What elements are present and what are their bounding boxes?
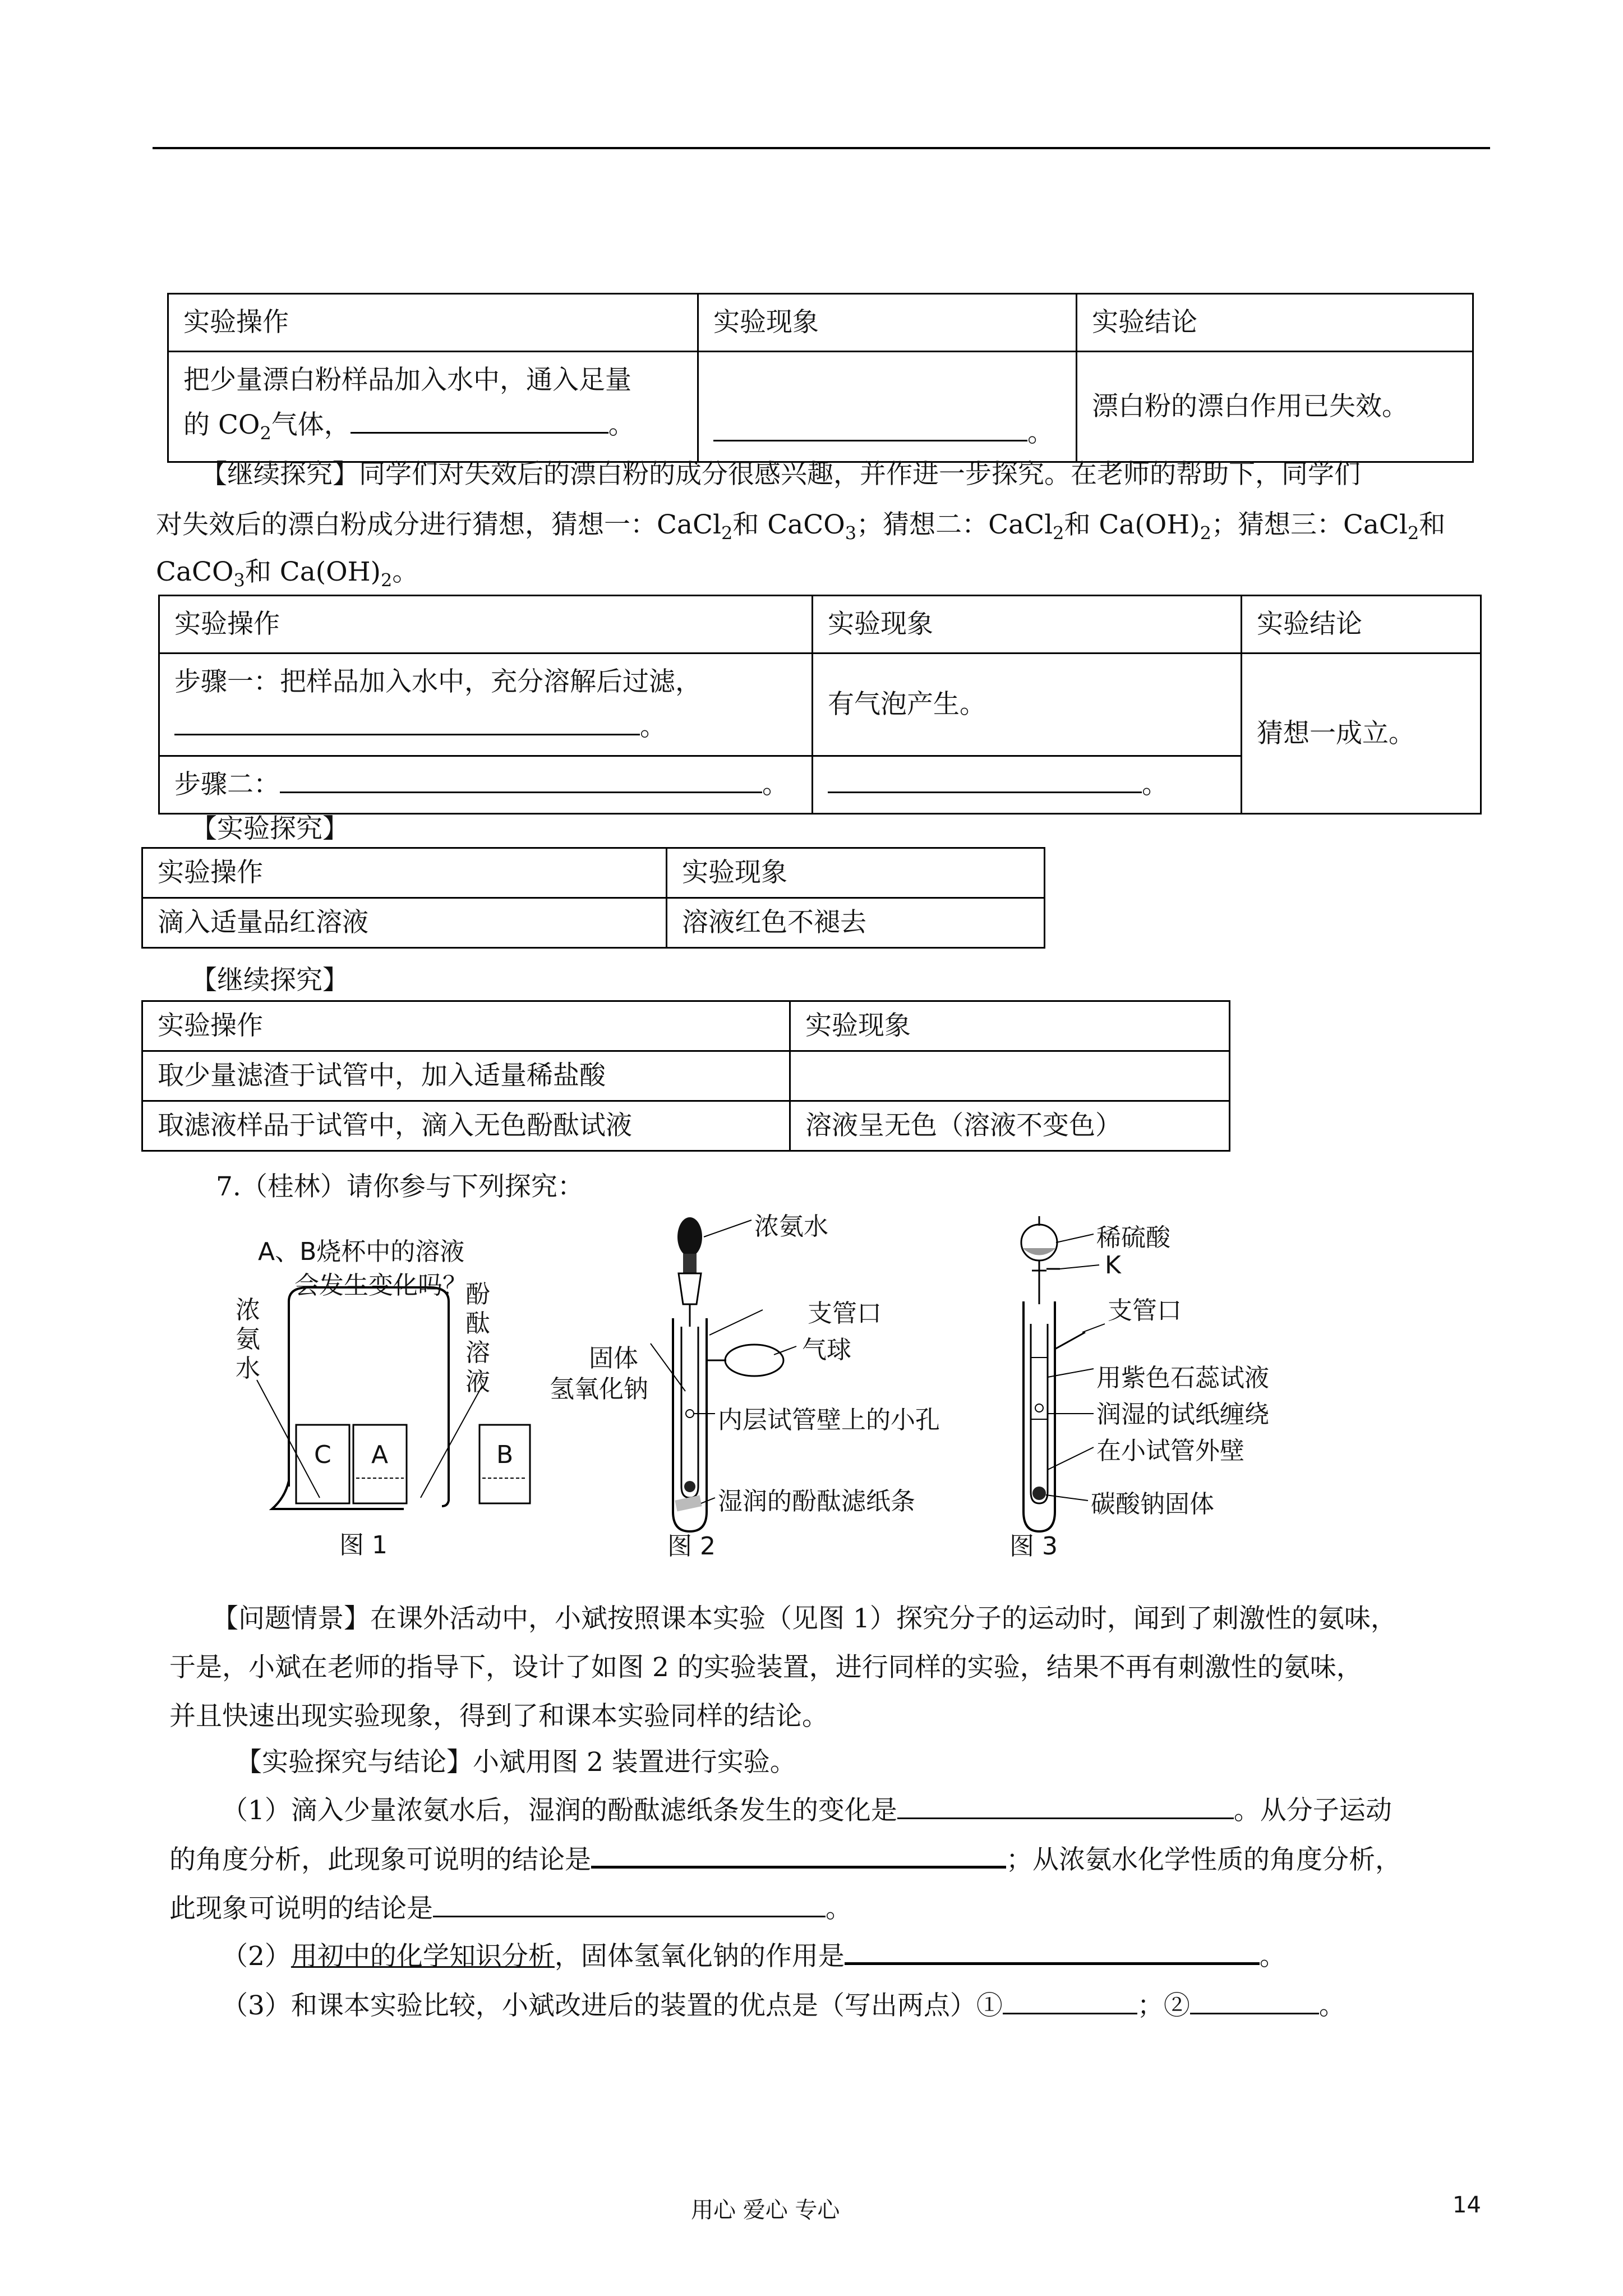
subscript: 2 xyxy=(1200,522,1211,544)
label-balloon: 气球 xyxy=(802,1336,851,1364)
answer-blank[interactable] xyxy=(828,769,1142,793)
label-sodium-carbonate: 碳酸钠固体 xyxy=(1091,1490,1214,1519)
cell-text: 。 xyxy=(1142,769,1168,800)
beaker-label-b: B xyxy=(496,1441,514,1469)
table-cell xyxy=(159,756,813,814)
answer-blank[interactable] xyxy=(1003,1990,1137,2014)
beaker-label-a: A xyxy=(371,1441,389,1469)
label-char: 酞 xyxy=(465,1309,490,1338)
cell-text: 。 xyxy=(608,409,635,440)
question-part-1 xyxy=(222,1789,1392,1827)
beaker-label-c: C xyxy=(314,1441,331,1469)
para-text: 。 xyxy=(1259,1941,1286,1972)
footer-motto: 用心 爱心 专心 xyxy=(691,2197,840,2223)
table-cell xyxy=(813,756,1242,814)
section-title: 【实验探究】 xyxy=(191,813,349,844)
para-text: ；猜想二：CaCl xyxy=(856,509,1053,540)
scenario-line: 【问题情景】在课外活动中，小斌按照课本实验（见图 1）探究分子的运动时，闻到了刺激性的氨味， xyxy=(212,1603,1397,1634)
table-cell: 滴入适量品红溶液 xyxy=(142,898,667,948)
para-text: 和 xyxy=(1419,509,1446,540)
table-1 xyxy=(167,293,1474,463)
figure-1-caption: 图 1 xyxy=(339,1531,388,1559)
para-text: CaCO xyxy=(156,556,234,587)
label-filter-paper: 湿润的酚酞滤纸条 xyxy=(718,1487,915,1516)
label-valve-k: K xyxy=(1105,1251,1121,1280)
table-cell: 溶液红色不褪去 xyxy=(667,898,1045,948)
table-header-cell: 实验操作 xyxy=(168,294,698,352)
para-text: 对失效后的漂白粉成分进行猜想，猜想一：CaCl xyxy=(156,509,721,540)
table-header-cell: 实验现象 xyxy=(667,848,1045,898)
table-header-cell: 实验现象 xyxy=(698,294,1077,352)
para-text: 和 Ca(OH) xyxy=(245,556,381,587)
answer-blank[interactable] xyxy=(1190,1990,1319,2014)
cell-line: 步骤一：把样品加入水中，充分溶解后过滤， xyxy=(174,666,702,697)
subscript: 3 xyxy=(233,569,245,591)
answer-blank[interactable] xyxy=(280,769,762,793)
figure-1-phenolphthalein-label xyxy=(465,1280,494,1397)
para-text: 。 xyxy=(1318,1990,1345,2021)
cell-line xyxy=(183,403,683,455)
cell-text: 的 CO xyxy=(183,409,260,440)
table-cell: 猜想一成立。 xyxy=(1242,654,1481,814)
para-text: ；② xyxy=(1137,1990,1190,2021)
para-text: 此现象可说明的结论是 xyxy=(169,1893,433,1924)
label-solid: 固体 xyxy=(589,1344,638,1373)
table-header-cell: 实验现象 xyxy=(790,1001,1230,1051)
answer-blank[interactable] xyxy=(845,1940,1260,1965)
table-row xyxy=(142,1101,1230,1151)
figure-2-caption: 图 2 xyxy=(667,1532,716,1561)
table-cell xyxy=(159,654,813,756)
subscript: 2 xyxy=(1053,522,1064,544)
figure-1-question-line: 会发生变化吗？ xyxy=(294,1271,467,1300)
cell-text: 。 xyxy=(1027,417,1054,449)
answer-blank[interactable] xyxy=(351,409,608,434)
table-header-row xyxy=(142,1001,1230,1051)
table-row xyxy=(168,352,1473,462)
table-row xyxy=(142,1051,1230,1101)
figure-3-caption: 图 3 xyxy=(1009,1532,1058,1561)
table-cell: 取少量滤渣于试管中，加入适量稀盐酸 xyxy=(142,1051,790,1101)
question-title: 7.（桂林）请你参与下列探究： xyxy=(216,1171,584,1202)
label-litmus-line: 在小试管外壁 xyxy=(1096,1437,1244,1465)
table-cell xyxy=(168,352,698,462)
page-number: 14 xyxy=(1453,2192,1481,2218)
table-header-row xyxy=(159,596,1481,654)
para-text: （2） xyxy=(222,1941,291,1972)
para-text: 的角度分析，此现象可说明的结论是 xyxy=(169,1844,591,1875)
scenario-line: 并且快速出现实验现象，得到了和课本实验同样的结论。 xyxy=(169,1701,828,1732)
section-title: 【继续探究】 xyxy=(191,965,349,996)
table-row xyxy=(142,898,1045,948)
answer-blank[interactable] xyxy=(591,1843,1006,1869)
table-header-cell: 实验操作 xyxy=(142,848,667,898)
para-text: 。从分子运动 xyxy=(1233,1795,1392,1826)
figure-3 xyxy=(987,1206,1357,1565)
header-rule xyxy=(153,147,1490,149)
para-text: ，固体氢氧化钠的作用是 xyxy=(554,1941,845,1972)
label-char: 溶 xyxy=(465,1338,490,1367)
label-char: 浓 xyxy=(236,1296,260,1324)
para-text: ；从浓氨水化学性质的角度分析， xyxy=(1006,1844,1401,1875)
subscript: 2 xyxy=(260,422,271,444)
subscript: 2 xyxy=(380,569,393,591)
answer-blank[interactable] xyxy=(897,1795,1234,1819)
label-branch-port: 支管口 xyxy=(808,1299,882,1328)
cell-text: 。 xyxy=(640,711,666,742)
table-cell: 溶液呈无色（溶液不变色） xyxy=(790,1101,1230,1151)
table-header-cell: 实验操作 xyxy=(159,596,813,654)
continue-para-line: 【继续探究】同学们对失效后的漂白粉的成分很感兴趣，并作进一步探究。在老师的帮助下，同学们 xyxy=(201,459,1361,490)
figure-2 xyxy=(538,1206,1015,1565)
experiment-title: 【实验探究与结论】小斌用图 2 装置进行实验。 xyxy=(236,1747,796,1778)
label-char: 水 xyxy=(236,1354,260,1383)
label-litmus-line: 润湿的试纸缠绕 xyxy=(1096,1400,1269,1429)
answer-blank[interactable] xyxy=(433,1893,826,1917)
underlined-text: 用初中的化学知识分析 xyxy=(291,1941,555,1972)
table-header-cell: 实验现象 xyxy=(813,596,1242,654)
label-branch-port: 支管口 xyxy=(1108,1296,1182,1325)
label-litmus-line: 用紫色石蕊试液 xyxy=(1096,1364,1269,1392)
cell-text: 气体， xyxy=(271,409,351,440)
label-char: 液 xyxy=(465,1368,490,1396)
question-part-1 xyxy=(169,1839,1401,1876)
question-part-1 xyxy=(169,1888,852,1925)
table-2 xyxy=(158,595,1482,815)
table-cell: 有气泡产生。 xyxy=(813,654,1242,756)
label-dilute-sulfuric-acid: 稀硫酸 xyxy=(1096,1223,1170,1252)
table-explore-1 xyxy=(141,847,1045,949)
answer-blank[interactable] xyxy=(174,711,640,735)
label-char: 酚 xyxy=(465,1280,490,1309)
table-row xyxy=(159,654,1481,756)
table-header-row xyxy=(168,294,1473,352)
continue-para-line xyxy=(156,551,418,591)
figure-1-question-line: A、B烧杯中的溶液 xyxy=(258,1237,465,1266)
para-text: 和 Ca(OH) xyxy=(1064,509,1200,540)
cell-line: 把少量漂白粉样品加入水中，通入足量 xyxy=(183,365,631,395)
para-text: ；猜想三：CaCl xyxy=(1211,509,1408,540)
table-explore-2 xyxy=(141,1000,1230,1152)
subscript: 2 xyxy=(721,522,733,544)
table-header-cell: 实验结论 xyxy=(1242,596,1481,654)
para-text: 。 xyxy=(826,1893,852,1924)
table-header-cell: 实验结论 xyxy=(1077,294,1473,352)
table-cell: 取滤液样品于试管中，滴入无色酚酞试液 xyxy=(142,1101,790,1151)
continue-para-line xyxy=(156,504,1445,544)
para-text: （1）滴入少量浓氨水后，湿润的酚酞滤纸条发生的变化是 xyxy=(222,1795,897,1826)
scenario-line: 于是，小斌在老师的指导下，设计了如图 2 的实验装置，进行同样的实验，结果不再有刺激性的氨味， xyxy=(169,1652,1363,1683)
figure-1 xyxy=(236,1217,572,1565)
label-naoh: 氢氧化钠 xyxy=(550,1375,648,1404)
subscript: 3 xyxy=(845,522,857,544)
cell-text: 步骤二： xyxy=(174,769,280,800)
question-part-3 xyxy=(222,1985,1345,2022)
label-ammonia: 浓氨水 xyxy=(754,1212,828,1241)
table-cell: 漂白粉的漂白作用已失效。 xyxy=(1077,352,1473,462)
para-text: 。 xyxy=(392,556,419,587)
table-header-cell: 实验操作 xyxy=(142,1001,790,1051)
question-part-2 xyxy=(222,1935,1286,1973)
para-text: （3）和课本实验比较，小斌改进后的装置的优点是（写出两点）① xyxy=(222,1990,1003,2021)
figure-1-ammonia-label xyxy=(236,1296,264,1383)
table-cell xyxy=(698,352,1077,462)
cell-text: 。 xyxy=(762,769,789,800)
cell-line xyxy=(174,705,797,749)
answer-blank[interactable] xyxy=(713,417,1027,441)
table-cell xyxy=(790,1051,1230,1101)
para-text: 和 CaCO xyxy=(732,509,845,540)
label-small-hole: 内层试管壁上的小孔 xyxy=(718,1406,940,1434)
table-header-row xyxy=(142,848,1045,898)
label-char: 氨 xyxy=(236,1325,260,1354)
subscript: 2 xyxy=(1407,522,1419,544)
